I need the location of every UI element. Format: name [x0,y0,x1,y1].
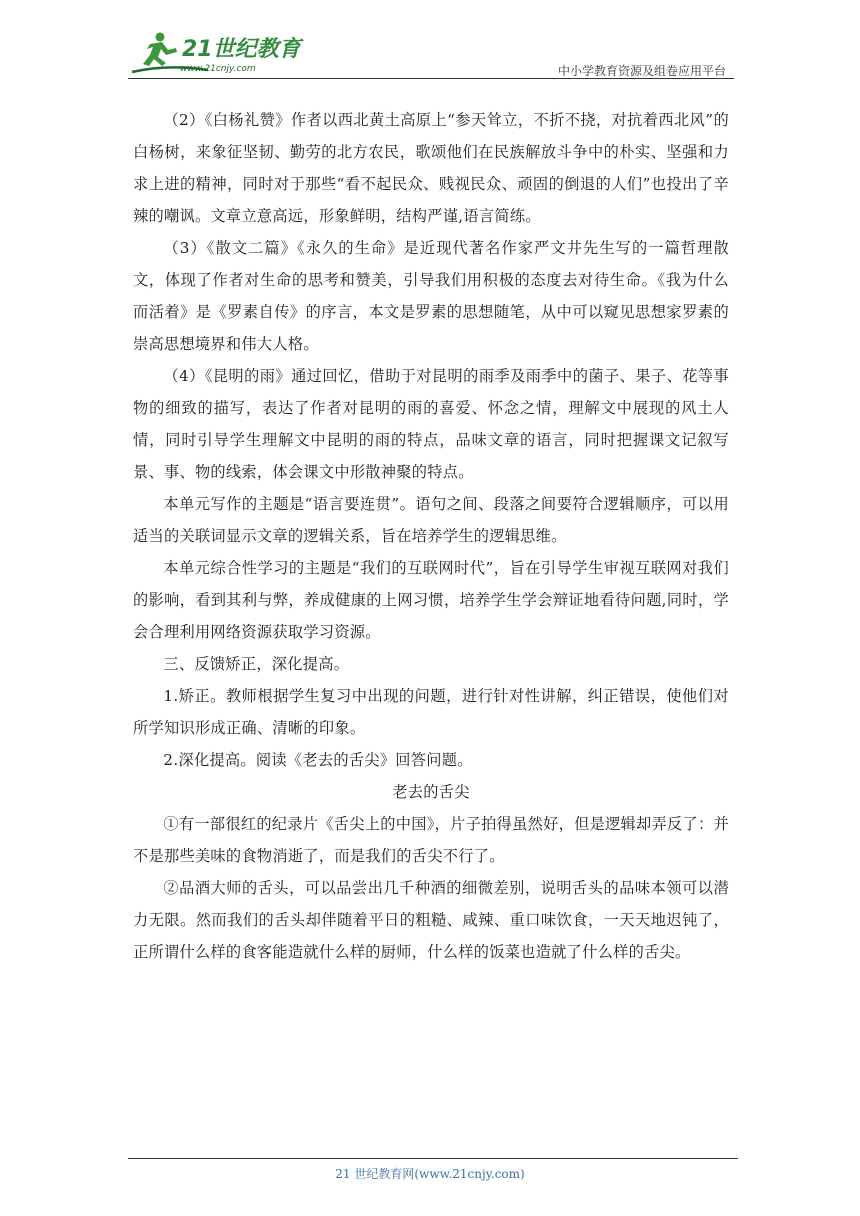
paragraph-baiyang: （2）《白杨礼赞》作者以西北黄土高原上“参天耸立，不折不挠，对抗着西北风”的白杨树，来象征坚韧、勤劳的北方农民，歌颂他们在民族解放斗争中的朴实、坚强和力求上进的精神，同时对于那些“看不起民众、贱视民众、顽固的倒退的人们”也投出了辛辣的嘲讽。文章立意高远，形象鲜明，结构严谨,语言简练。 [133,111,729,225]
paragraph-deepen: 2.深化提高。阅读《老去的舌尖》回答问题。 [163,751,473,769]
paragraph-kunming: （4）《昆明的雨》通过回忆，借助于对昆明的雨季及雨季中的菌子、果子、花等事物的细致的描写，表达了作者对昆明的雨的喜爱、怀念之情，理解文中展现的风土人情，同时引导学生理解文中昆明的雨的特点，品味文章的语言，同时把握课文记叙写景、事、物的线索，体会课文中形散神聚的特点。 [133,367,729,481]
header-divider [128,78,734,79]
paragraph-correction: 1.矫正。教师根据学生复习中出现的问题，进行针对性讲解，纠正错误，使他们对所学知识形成正确、清晰的印象。 [133,687,729,737]
page-footer[interactable]: 21 世纪教育网(www.21cnjy.com) [335,1167,525,1181]
article-title: 老去的舌尖 [392,783,470,801]
document-body [133,104,729,968]
runner-icon [143,33,177,67]
paragraph-writing-theme: 本单元写作的主题是“语言要连贯”。语句之间、段落之间要符合逻辑顺序，可以用适当的关联词显示文章的逻辑关系，旨在培养学生的逻辑思维。 [133,495,729,545]
paragraph-sanwen: （3）《散文二篇》《永久的生命》是近现代著名作家严文井先生写的一篇哲理散文，体现了作者对生命的思考和赞美，引导我们用积极的态度去对待生命。《我为什么而活着》是《罗素自传》的序言，本文是罗素的思想随笔，从中可以窥见思想家罗素的崇高思想境界和伟大人格。 [133,239,729,353]
svg-text:21世纪教育: 21世纪教育 [182,37,301,62]
paragraph-comprehensive-study: 本单元综合性学习的主题是“我们的互联网时代”，旨在引导学生审视互联网对我们的影响，看到其利与弊，养成健康的上网习惯，培养学生学会辩证地看待问题,同时，学会合理利用网络资源获取学习资源。 [133,559,729,641]
footer-divider [128,1158,738,1159]
article-paragraph-2: ②品酒大师的舌头，可以品尝出几千种酒的细微差别，说明舌头的品味本领可以潜力无限。然而我们的舌头却伴随着平日的粗糙、咸辣、重口味饮食，一天天地迟钝了，正所谓什么样的食客能造就什么样的厨师，什么样的饭菜也造就了什么样的舌尖。 [133,879,729,961]
site-logo [128,28,301,76]
svg-text:www.21cnjy.com: www.21cnjy.com [180,64,256,74]
section-heading-feedback: 三、反馈矫正，深化提高。 [163,655,350,673]
article-paragraph-1: ①有一部很红的纪录片《舌尖上的中国》，片子拍得虽然好，但是逻辑却弄反了：并不是那些美味的食物消逝了，而是我们的舌尖不行了。 [133,815,729,865]
header-platform-text: 中小学教育资源及组卷应用平台 [557,64,726,78]
page-header [128,28,734,78]
